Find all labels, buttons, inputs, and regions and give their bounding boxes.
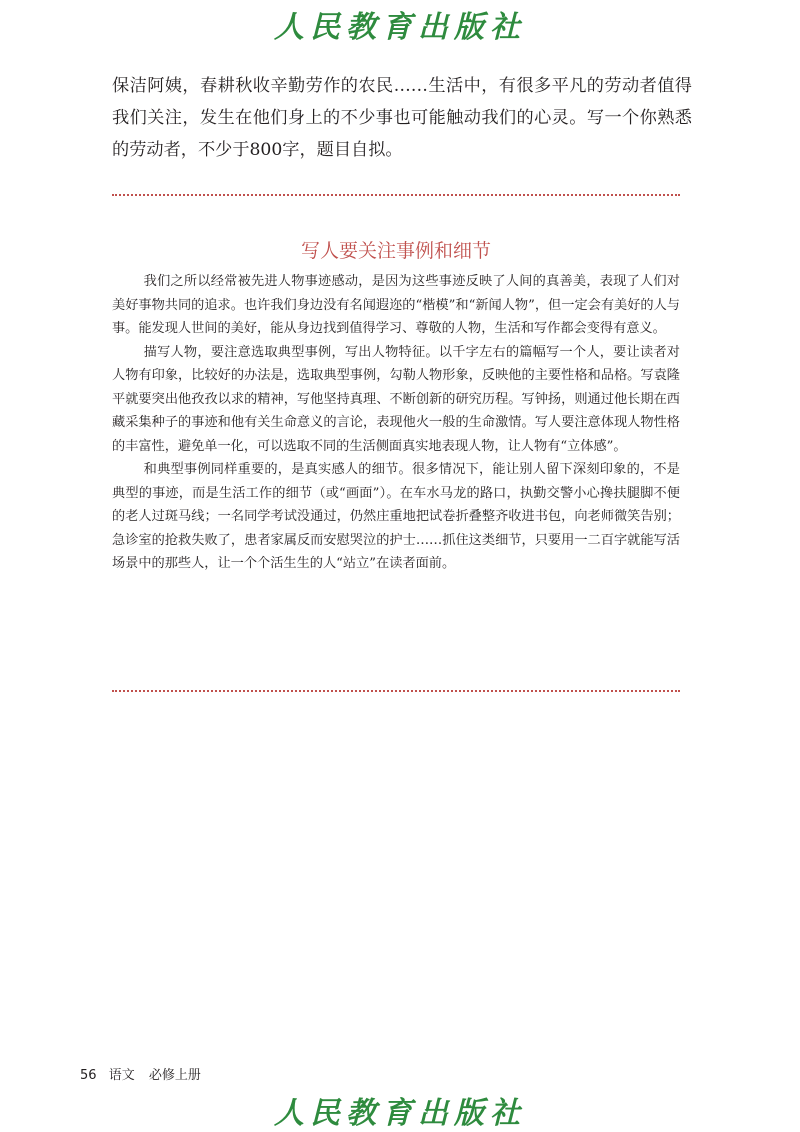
paragraph-3: 和典型事例同样重要的，是真实感人的细节。很多情况下，能让别人留下深刻印象的，不是典型的事迹，而是生活工作的细节（或“画面”）。在车水马龙的路口，执勤交警小心搀扶腿脚不便的老人过斑马线；一名同学考试没通过，仍然庄重地把试卷折叠整齐收进书包，向老师微笑告别；急诊室的抢救失败了，患者家属反而安慰哭泣的护士……抓住这类细节，只要用一二百字就能写活场景中的那些人，让一个个活生生的人“站立”在读者面前。	[112, 462, 680, 571]
paragraph-1: 我们之所以经常被先进人物事迹感动，是因为这些事迹反映了人间的真善美，表现了人们对美好事物共同的追求。也许我们身边没有名闻遐迩的“楷模”和“新闻人物”，但一定会有美好的人与事。能发现人世间的美好，能从身边找到值得学习、尊敬的人物，生活和写作都会变得有意义。	[112, 274, 680, 336]
section-title: 写人要关注事例和细节	[300, 240, 491, 262]
publisher-logo-top: 人民教育出版社	[274, 10, 526, 45]
paragraph-2: 描写人物，要注意选取典型事例，写出人物特征。以千字左右的篇幅写一个人，要让读者对人物有印象，比较好的办法是，选取典型事例，勾勒人物形象，反映他的主要性格和品格。写袁隆平就要突出他孜孜以求的精神，写他坚持真理、不断创新的研究历程。写钟扬，则通过他长期在西藏采集种子的事迹和他有关生命意义的言论，表现他火一般的生命激情。写人要注意体现人物性格的丰富性，避免单一化，可以选取不同的生活侧面真实地表现人物，让人物有“立体感”。	[112, 344, 680, 454]
writing-prompt: 保洁阿姨，春耕秋收辛勤劳作的农民……生活中，有很多平凡的劳动者值得我们关注，发生在他们身上的不少事也可能触动我们的心灵。写一个你熟悉的劳动者，不少于800字，题目自拟。	[112, 76, 692, 160]
dotted-divider-bottom	[112, 690, 680, 692]
book-volume: 必修上册	[148, 1068, 201, 1083]
page-number: 56	[80, 1068, 97, 1083]
publisher-logo-bottom: 人民教育出版社	[274, 1096, 526, 1131]
book-subject: 语文	[108, 1068, 135, 1083]
dotted-divider-top	[112, 194, 680, 196]
section-body	[112, 270, 680, 576]
page-footer	[80, 1064, 201, 1083]
